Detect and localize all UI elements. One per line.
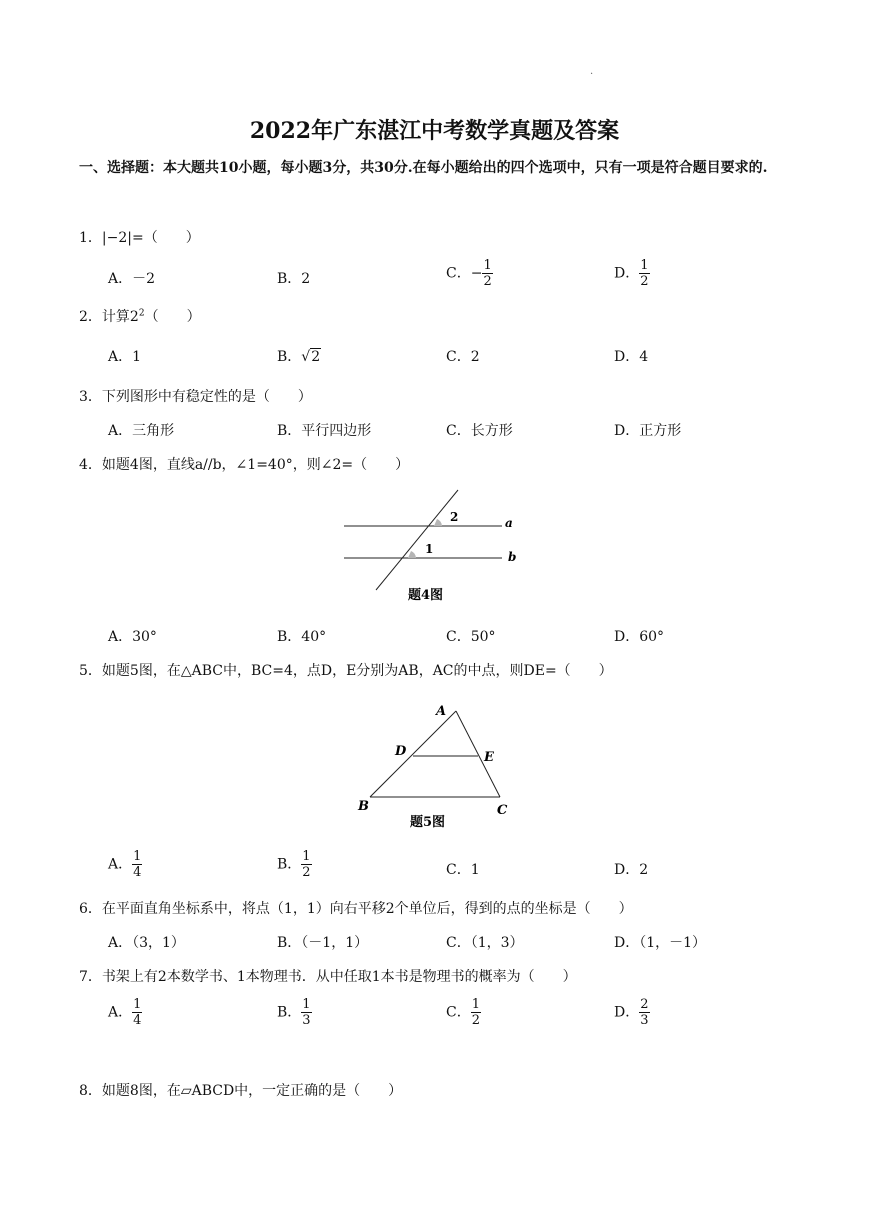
question-4: 4．如题4图，直线a//b，∠1=40°，则∠2=（ ） <box>79 457 410 473</box>
figure-4 <box>330 486 530 611</box>
q7-option-c <box>446 997 481 1028</box>
q7-d-fraction <box>639 997 649 1028</box>
q7-b-num: 1 <box>302 997 311 1012</box>
angle-1-label: 1 <box>425 542 434 556</box>
q6-option-d: D．（1，－1） <box>614 935 707 951</box>
figure-5 <box>350 697 520 832</box>
q5-a-num: 1 <box>133 849 142 864</box>
line-b-label: b <box>508 550 517 564</box>
q7-a-label: A． <box>108 1004 133 1021</box>
q5-b-num: 1 <box>302 849 311 864</box>
q5-a-den: 4 <box>133 865 142 880</box>
page-title: 2022年广东湛江中考数学真题及答案 <box>249 118 620 144</box>
q2-b-label: B． <box>277 349 302 365</box>
section-heading: 一、选择题：本大题共10小题，每小题3分，共30分.在每小题给出的四个选项中，只有一项是符合题目要求的. <box>79 160 768 176</box>
q7-c-fraction <box>471 997 481 1028</box>
vertex-b-label: B <box>358 799 369 814</box>
q7-a-fraction <box>132 997 142 1028</box>
q7-option-b <box>277 997 312 1028</box>
q4-option-c: C．50° <box>446 629 496 645</box>
q2-base: 2 <box>129 309 139 325</box>
question-7: 7．书架上有2本数学书、1本物理书．从中任取1本书是物理书的概率为（ ） <box>79 969 577 985</box>
corner-mark: . <box>590 66 594 77</box>
q5-a-fraction <box>132 849 142 880</box>
q5-b-fraction <box>301 849 311 880</box>
q1-option-b: B．2 <box>277 271 311 287</box>
q4-option-b: B．40° <box>277 629 327 645</box>
q1-d-den: 2 <box>640 274 649 289</box>
q7-a-num: 1 <box>133 997 142 1012</box>
q2-b-radicand: 2 <box>311 349 321 365</box>
line-a-label: a <box>505 516 513 530</box>
q5-b-den: 2 <box>302 865 311 880</box>
q7-option-a <box>108 997 142 1028</box>
point-d-label: D <box>395 744 407 759</box>
side-ab <box>370 711 456 797</box>
q7-b-fraction <box>301 997 311 1028</box>
q2-text: 2．计算 <box>79 309 130 325</box>
q1-d-fraction <box>639 258 649 289</box>
question-8: 8．如题8图，在▱ABCD中，一定正确的是（ ） <box>79 1083 403 1099</box>
q3-option-b: B．平行四边形 <box>277 423 372 439</box>
question-3: 3．下列图形中有稳定性的是（ ） <box>79 389 312 405</box>
q1-d-label: D． <box>614 265 640 282</box>
q5-option-c: C．1 <box>446 862 480 878</box>
q1-c-sign: − <box>470 265 483 282</box>
q2-option-a: A．1 <box>108 349 142 365</box>
question-1: 1．|−2|=（ ） <box>79 230 200 246</box>
q4-option-d: D．60° <box>614 629 665 645</box>
q1-c-fraction <box>482 258 492 289</box>
q1-c-num: 1 <box>483 258 492 273</box>
vertex-a-label: A <box>436 704 447 719</box>
q3-option-d: D．正方形 <box>614 423 682 439</box>
q2-exponent: 2 <box>138 308 145 319</box>
figure-4-caption: 题4图 <box>408 588 444 603</box>
angle-1-mark <box>408 551 416 558</box>
q2-option-d: D．4 <box>614 349 649 365</box>
q7-c-den: 2 <box>471 1013 480 1028</box>
q1-c-label: C． <box>446 265 471 282</box>
q7-b-den: 3 <box>302 1013 311 1028</box>
question-2 <box>79 306 201 326</box>
q5-b-label: B． <box>277 856 302 873</box>
point-e-label: E <box>484 750 494 765</box>
q4-option-a: A．30° <box>108 629 157 645</box>
q3-option-c: C．长方形 <box>446 423 513 439</box>
q7-d-num: 2 <box>640 997 649 1012</box>
q6-option-c: C．（1，3） <box>446 935 524 951</box>
q6-option-a: A．（3，1） <box>108 935 185 951</box>
q2-tail: （ ） <box>144 309 201 325</box>
q3-option-a: A．三角形 <box>108 423 175 439</box>
q7-option-d <box>614 997 650 1028</box>
q7-c-num: 1 <box>471 997 480 1012</box>
q5-option-d: D．2 <box>614 862 649 878</box>
q7-d-label: D． <box>614 1004 640 1021</box>
q5-option-b <box>277 849 312 880</box>
q1-option-a: A．－2 <box>108 271 156 287</box>
angle-2-mark <box>434 519 442 526</box>
transversal-line <box>376 490 458 590</box>
q7-b-label: B． <box>277 1004 302 1021</box>
q1-option-d <box>614 258 650 289</box>
question-5: 5．如题5图，在△ABC中，BC=4，点D，E分别为AB，AC的中点，则DE=（ ） <box>79 663 613 679</box>
q7-a-den: 4 <box>133 1013 142 1028</box>
q5-a-label: A． <box>108 856 133 873</box>
vertex-c-label: C <box>497 803 508 818</box>
q6-option-b: B．（－1，1） <box>277 935 369 951</box>
angle-2-label: 2 <box>450 510 459 524</box>
q2-option-c: C．2 <box>446 349 480 365</box>
figure-5-caption: 题5图 <box>410 815 446 830</box>
q1-d-num: 1 <box>640 258 649 273</box>
q1-option-c <box>446 258 493 289</box>
sqrt-symbol: √2 <box>301 349 321 365</box>
question-6: 6．在平面直角坐标系中，将点（1，1）向右平移2个单位后，得到的点的坐标是（ ） <box>79 901 633 917</box>
q7-c-label: C． <box>446 1004 471 1021</box>
q5-option-a <box>108 849 142 880</box>
q2-option-b <box>277 346 321 366</box>
q7-d-den: 3 <box>640 1013 649 1028</box>
q1-c-den: 2 <box>483 274 492 289</box>
